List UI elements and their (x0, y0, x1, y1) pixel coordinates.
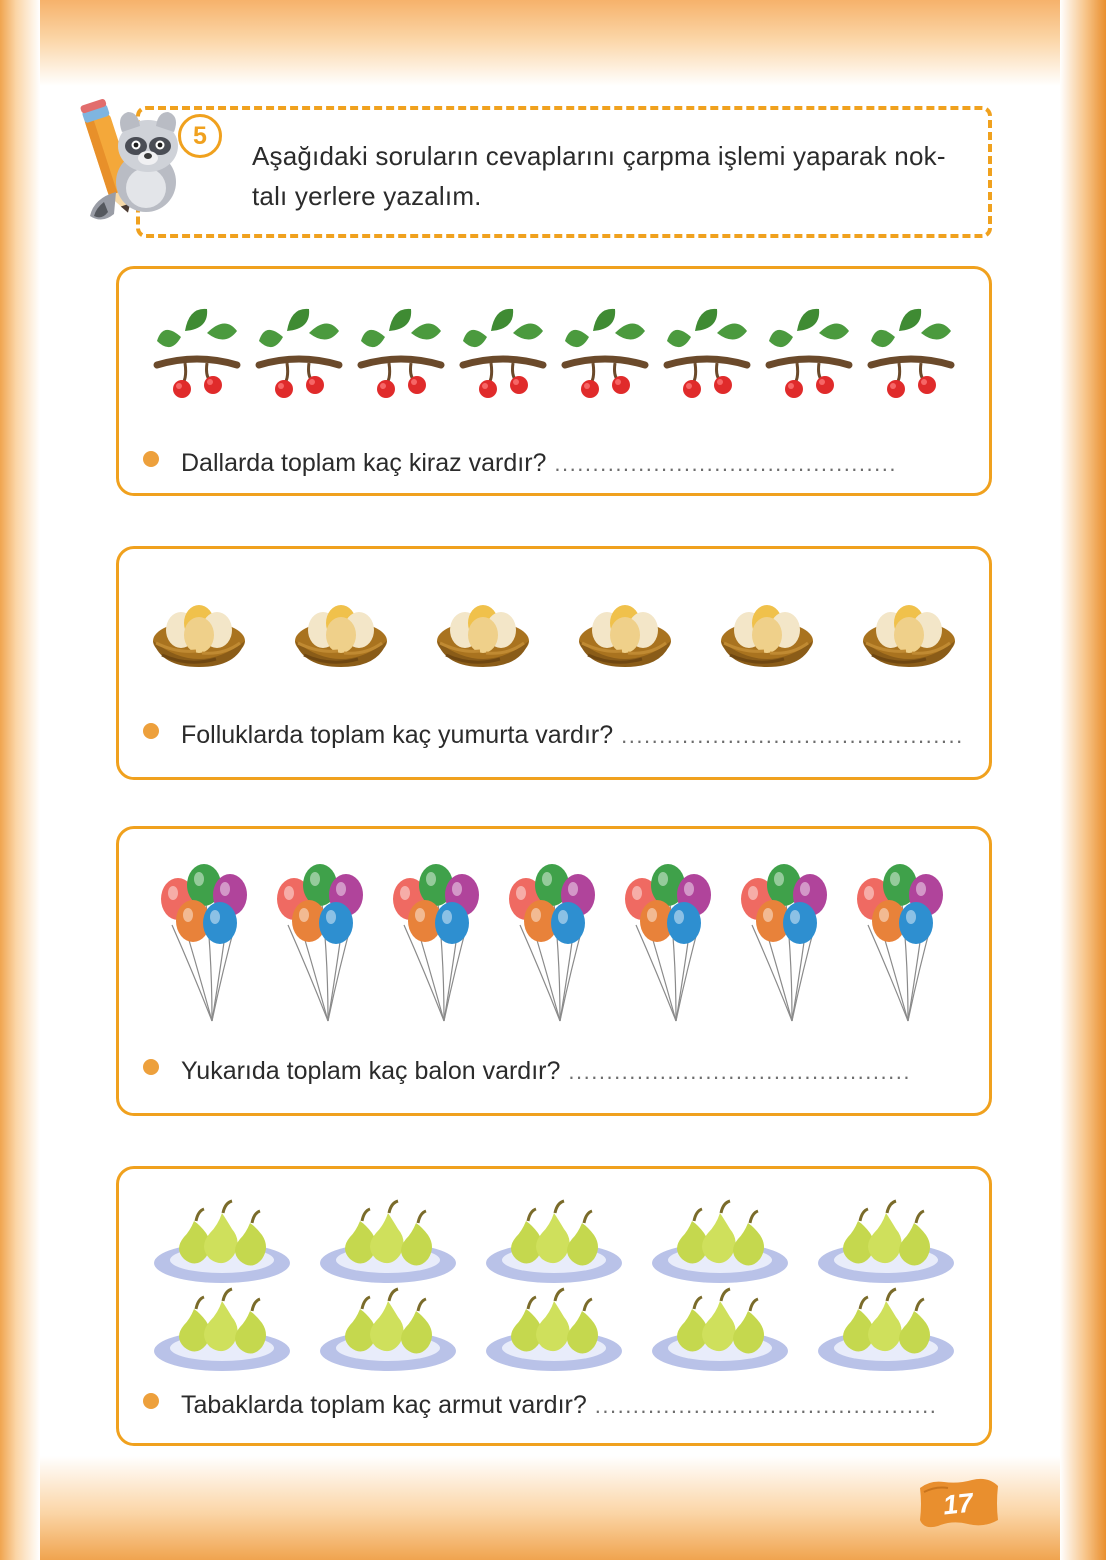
page-border-top (0, 0, 1106, 86)
question-card-balloons (116, 826, 992, 1116)
cherry-branch-icon (253, 303, 345, 413)
question-line-balloons (143, 1057, 969, 1086)
question-line-pears (143, 1391, 969, 1420)
nest-with-eggs-icon (846, 585, 972, 685)
exercise-number-badge: 5 (178, 114, 222, 158)
question-line-cherries (143, 449, 969, 478)
nest-with-eggs-icon (278, 585, 404, 685)
bullet-icon (143, 723, 159, 739)
plate-with-pears-icon (146, 1197, 298, 1289)
question-text: Yukarıda toplam kaç balon vardır? (181, 1057, 561, 1085)
plate-with-pears-icon (810, 1197, 962, 1289)
balloon-bunch-icon (498, 851, 610, 1031)
page-number-tag (914, 1476, 1002, 1532)
answer-blank[interactable]: ............................................. (621, 723, 964, 748)
page-border-left (0, 0, 40, 1560)
answer-blank[interactable]: ............................................. (554, 451, 897, 476)
plate-with-pears-icon (478, 1197, 630, 1289)
nest-with-eggs-icon (562, 585, 688, 685)
plate-row-top (119, 1193, 989, 1289)
instruction-box (136, 106, 992, 238)
plate-with-pears-icon (810, 1285, 962, 1377)
balloon-bunch-icon (150, 851, 262, 1031)
nest-with-eggs-icon (136, 585, 262, 685)
plate-row-bottom (119, 1281, 989, 1377)
balloon-bunch-icon (614, 851, 726, 1031)
plate-with-pears-icon (644, 1285, 796, 1377)
cherry-branch-icon (457, 303, 549, 413)
cherry-branch-icon (151, 303, 243, 413)
question-line-eggs (143, 721, 969, 750)
nest-row (119, 575, 989, 685)
question-text: Folluklarda toplam kaç yumurta vardır? (181, 721, 614, 749)
question-card-eggs (116, 546, 992, 780)
nest-with-eggs-icon (420, 585, 546, 685)
cherry-branch-icon (661, 303, 753, 413)
cherry-branch-icon (355, 303, 447, 413)
bullet-icon (143, 451, 159, 467)
plate-with-pears-icon (312, 1197, 464, 1289)
nest-with-eggs-icon (704, 585, 830, 685)
cherry-branch-icon (559, 303, 651, 413)
cherry-branch-icon (865, 303, 957, 413)
page-border-right (1060, 0, 1106, 1560)
plate-with-pears-icon (312, 1285, 464, 1377)
bullet-icon (143, 1393, 159, 1409)
answer-blank[interactable]: ............................................. (594, 1393, 938, 1418)
plate-with-pears-icon (644, 1197, 796, 1289)
instruction-text: Aşağıdaki soruların cevaplarını çarpma işlemi yaparak nok- talı yerlere yazalım. (252, 141, 946, 211)
question-card-pears (116, 1166, 992, 1446)
question-text: Tabaklarda toplam kaç armut vardır? (181, 1391, 587, 1419)
balloon-row (119, 849, 989, 1031)
question-text: Dallarda toplam kaç kiraz vardır? (181, 449, 547, 477)
cherry-branch-icon (763, 303, 855, 413)
plate-with-pears-icon (146, 1285, 298, 1377)
balloon-bunch-icon (266, 851, 378, 1031)
balloon-bunch-icon (730, 851, 842, 1031)
balloon-bunch-icon (846, 851, 958, 1031)
page-number: 17 (941, 1487, 975, 1520)
balloon-bunch-icon (382, 851, 494, 1031)
cherry-branch-row (119, 297, 989, 413)
plate-with-pears-icon (478, 1285, 630, 1377)
answer-blank[interactable]: ............................................. (568, 1059, 911, 1084)
bullet-icon (143, 1059, 159, 1075)
question-card-cherries (116, 266, 992, 496)
raccoon-with-pencil-icon (64, 96, 194, 226)
